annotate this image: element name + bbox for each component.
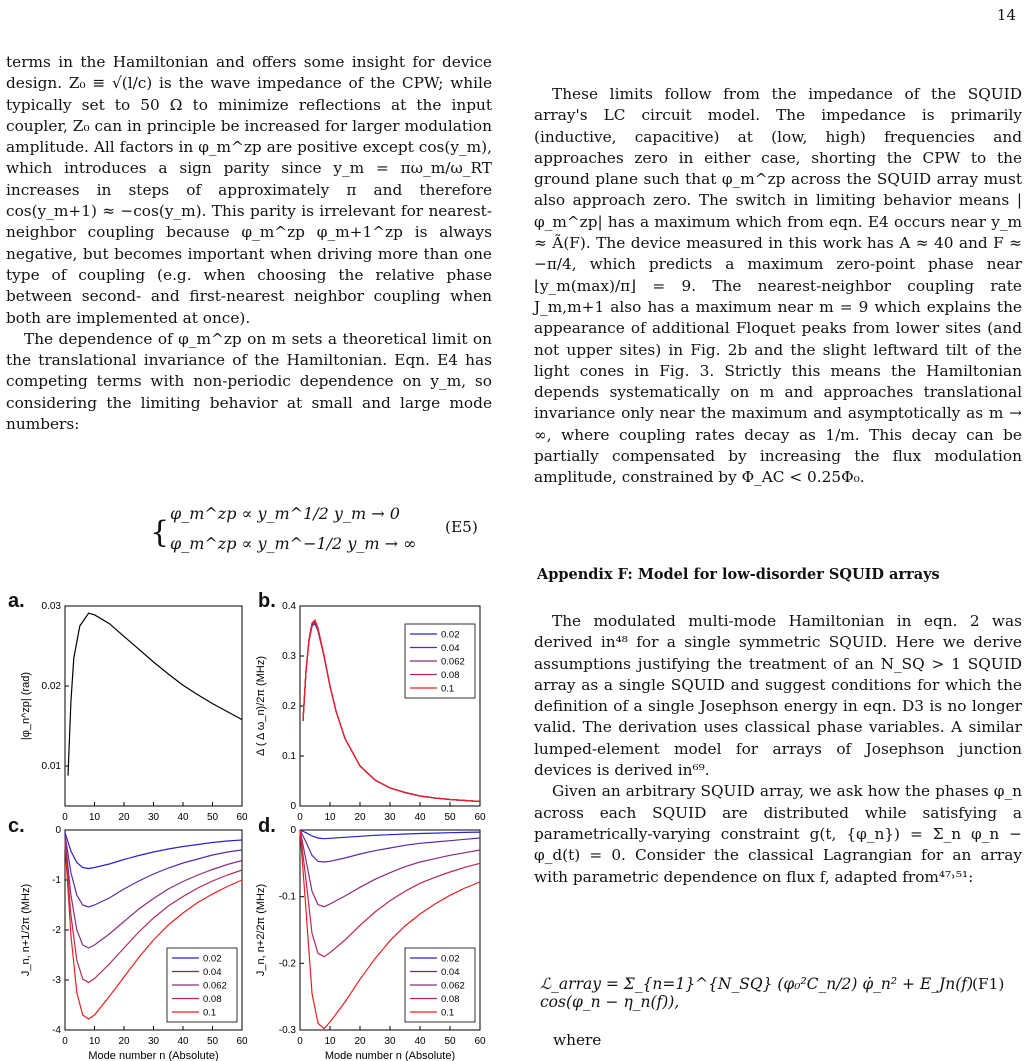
- legend-label: 0.08: [441, 670, 460, 681]
- y-tick-label: 0: [55, 825, 61, 836]
- equation-f1-number: (F1): [972, 975, 1005, 993]
- x-tick-label: 30: [147, 812, 160, 823]
- series-line: [65, 833, 242, 869]
- y-tick-label: -1: [52, 875, 61, 886]
- x-tick-label: 30: [384, 1036, 396, 1047]
- x-tick-label: 0: [62, 812, 68, 823]
- page-number: 14: [996, 6, 1016, 24]
- legend-label: 0.02: [441, 629, 460, 641]
- left-column: [6, 52, 492, 435]
- appendix-f-heading: Appendix F: Model for low-disorder SQUID arrays: [537, 566, 940, 583]
- y-tick-label: -0.2: [278, 958, 296, 970]
- panel-label-d: d.: [258, 815, 276, 837]
- legend-label: 0.1: [441, 1007, 455, 1019]
- x-tick-label: 50: [444, 1036, 456, 1047]
- y-tick-label: 0.03: [41, 601, 61, 612]
- x-tick-label: 60: [474, 812, 486, 823]
- equation-brace: {: [150, 515, 170, 550]
- panel-label-a: a.: [8, 590, 25, 612]
- legend-label: 0.062: [441, 656, 465, 668]
- right-paragraph-1: These limits follow from the impedance of the SQUID array's LC circuit model. The impedance is primarily (inductive, capacitive) at (low, high) frequencies and approaches zero in either case, shorting the CPW to the ground plane such that φ_m^zp across the SQUID array must also approach zero. The switch in limiting behavior means |φ_m^zp| has a maximum which from eqn. E4 occurs near y_m ≈ Ã(F). The device measured in this work has A ≈ 40 and F ≈ −π/4, which predicts a maximum zero-point phase near ⌊y_m(max)/π⌋ = 9. The nearest-neighbor coupling rate J_m,m+1 also has a maximum near m = 9 which explains the appearance of additional Floquet peaks from lower sites (and not upper sites) in Fig. 2b and the slight leftward tilt of the light cones in Fig. 3. Strictly this means the Hamiltonian depends systematically on m and approaches translational invariance only near the maximum and asymptotically as m → ∞, where coupling rates decay as 1/m. This decay can be partially compensated by increasing the flux modulation amplitude, constrained by Φ_AC < 0.25Φ₀.: [534, 85, 1022, 487]
- x-tick-label: 30: [147, 1036, 160, 1047]
- series-line: [68, 613, 242, 775]
- legend-label: 0.04: [203, 967, 222, 978]
- equation-e5-line2: φ_m^zp ∝ y_m^−1/2 y_m → ∞: [170, 534, 417, 553]
- x-tick-label: 60: [236, 1036, 248, 1047]
- y-tick-label: 0.3: [282, 651, 296, 662]
- y-tick-label: -0.3: [278, 1025, 296, 1036]
- y-tick-label: 0: [290, 825, 296, 836]
- x-tick-label: 10: [324, 1036, 336, 1047]
- series-line: [300, 830, 480, 839]
- y-axis-label: |φ_n^zp| (rad): [20, 671, 32, 741]
- legend-label: 0.08: [441, 994, 460, 1005]
- y-tick-label: -3: [52, 975, 61, 986]
- y-tick-label: -0.1: [278, 891, 296, 903]
- y-tick-label: 0.01: [41, 761, 61, 772]
- y-axis-label: J_n, n+2/2π (MHz): [255, 883, 267, 977]
- figure-panels: [0, 590, 500, 1061]
- x-tick-label: 20: [118, 812, 130, 823]
- x-tick-label: 50: [206, 812, 219, 823]
- panel-label-b: b.: [258, 590, 276, 612]
- legend-label: 0.02: [203, 953, 222, 965]
- plot-frame: [65, 606, 242, 806]
- x-tick-label: 10: [88, 812, 101, 823]
- panel-label-c: c.: [8, 815, 25, 837]
- y-tick-label: -4: [52, 1025, 61, 1036]
- y-tick-label: 0.02: [41, 681, 61, 692]
- x-tick-label: 60: [236, 812, 248, 823]
- right-column-appendix: [534, 611, 1022, 888]
- right-paragraph-3: Given an arbitrary SQUID array, we ask how the phases φ_n across each SQUID are distributed while satisfying a parametrically-varying constraint g(t, {φ_n}) = Σ_n φ_n − φ_d(t) = 0. Consider the classical Lagrangian for an array with parametric dependence on flux f, adapted from⁴⁷˒⁵¹:: [534, 782, 1022, 886]
- left-paragraph-1: terms in the Hamiltonian and offers some insight for device design. Z₀ ≡ √(l/c) is the wave impedance of the CPW; while typically set to 50 Ω to minimize reflections at the input coupler, Z₀ can in principle be increased for larger modulation amplitude. All factors in φ_m^zp are positive except cos(y_m), which introduces a sign parity since y_m = πω_m/ω_RT increases in steps of approximately π and therefore cos(y_m+1) ≈ −cos(y_m). This parity is irrelevant for nearest-neighbor coupling because φ_m^zp φ_m+1^zp is always negative, but becomes important when driving more than one type of coupling (e.g. when choosing the relative phase between second- and first-nearest neighbor coupling when both are implemented at once).: [6, 53, 492, 327]
- legend-label: 0.1: [441, 683, 455, 695]
- equation-e5-line1: φ_m^zp ∝ y_m^1/2 y_m → 0: [170, 504, 400, 523]
- x-tick-label: 50: [206, 1036, 219, 1047]
- legend-label: 0.04: [441, 967, 460, 978]
- right-paragraph-2: The modulated multi-mode Hamiltonian in eqn. 2 was derived in⁴⁸ for a single symmetric SQUID. Here we derive assumptions justifying the treatment of an N_SQ > 1 SQUID array as a single SQUID and suggest conditions for which the definition of a single Josephson energy in eqn. D3 is no longer valid. The derivation uses classical phase variables. A similar lumped-element model for arrays of Josephson junction devices is derived in⁶⁹.: [534, 612, 1022, 780]
- x-tick-label: 40: [414, 812, 426, 823]
- y-axis-label: Δ ( Δ ω_n)/2π (MHz): [255, 656, 267, 756]
- series-line: [300, 830, 480, 907]
- y-tick-label: 0: [290, 801, 296, 812]
- x-tick-label: 50: [444, 812, 456, 823]
- x-tick-label: 20: [354, 1036, 366, 1047]
- legend-label: 0.062: [203, 980, 227, 992]
- x-tick-label: 40: [414, 1036, 426, 1047]
- lagrangian-equation: ℒ_array = Σ_{n=1}^{N_SQ} (φ₀²C_n/2) φ̇_n² + E_Jn(f) cos(φ_n − η_n(f)),: [540, 975, 974, 1011]
- y-tick-label: 0.4: [282, 601, 296, 612]
- equation-e5-number: (E5): [445, 518, 478, 536]
- legend-label: 0.08: [203, 994, 222, 1005]
- series-line: [65, 835, 242, 907]
- x-tick-label: 40: [177, 1036, 189, 1047]
- where-text: where: [553, 1031, 602, 1049]
- y-axis-label: J_n, n+1/2π (MHz): [20, 883, 32, 977]
- y-tick-label: 0.1: [282, 751, 296, 762]
- x-tick-label: 10: [88, 1036, 101, 1047]
- x-tick-label: 20: [354, 812, 366, 823]
- left-paragraph-2: The dependence of φ_m^zp on m sets a theoretical limit on the translational invariance of the Hamiltonian. Eqn. E4 has competing terms with non-periodic dependence on y_m, so considering the limiting behavior at small and large mode numbers:: [6, 329, 492, 434]
- x-axis-label: Mode number n (Absolute): [88, 1050, 219, 1061]
- y-tick-label: -2: [52, 925, 61, 936]
- x-tick-label: 40: [177, 812, 189, 823]
- legend-label: 0.062: [441, 980, 465, 992]
- legend-label: 0.04: [441, 643, 460, 654]
- x-tick-label: 0: [297, 812, 303, 823]
- legend-label: 0.02: [441, 953, 460, 965]
- x-tick-label: 0: [297, 1036, 303, 1047]
- legend-label: 0.1: [203, 1007, 217, 1019]
- x-tick-label: 0: [62, 1036, 68, 1047]
- right-column: [534, 84, 1022, 489]
- x-tick-label: 60: [474, 1036, 486, 1047]
- x-tick-label: 20: [118, 1036, 130, 1047]
- x-tick-label: 10: [324, 812, 336, 823]
- y-tick-label: 0.2: [282, 701, 296, 712]
- x-tick-label: 30: [384, 812, 396, 823]
- x-axis-label: Mode number n (Absolute): [324, 1050, 456, 1061]
